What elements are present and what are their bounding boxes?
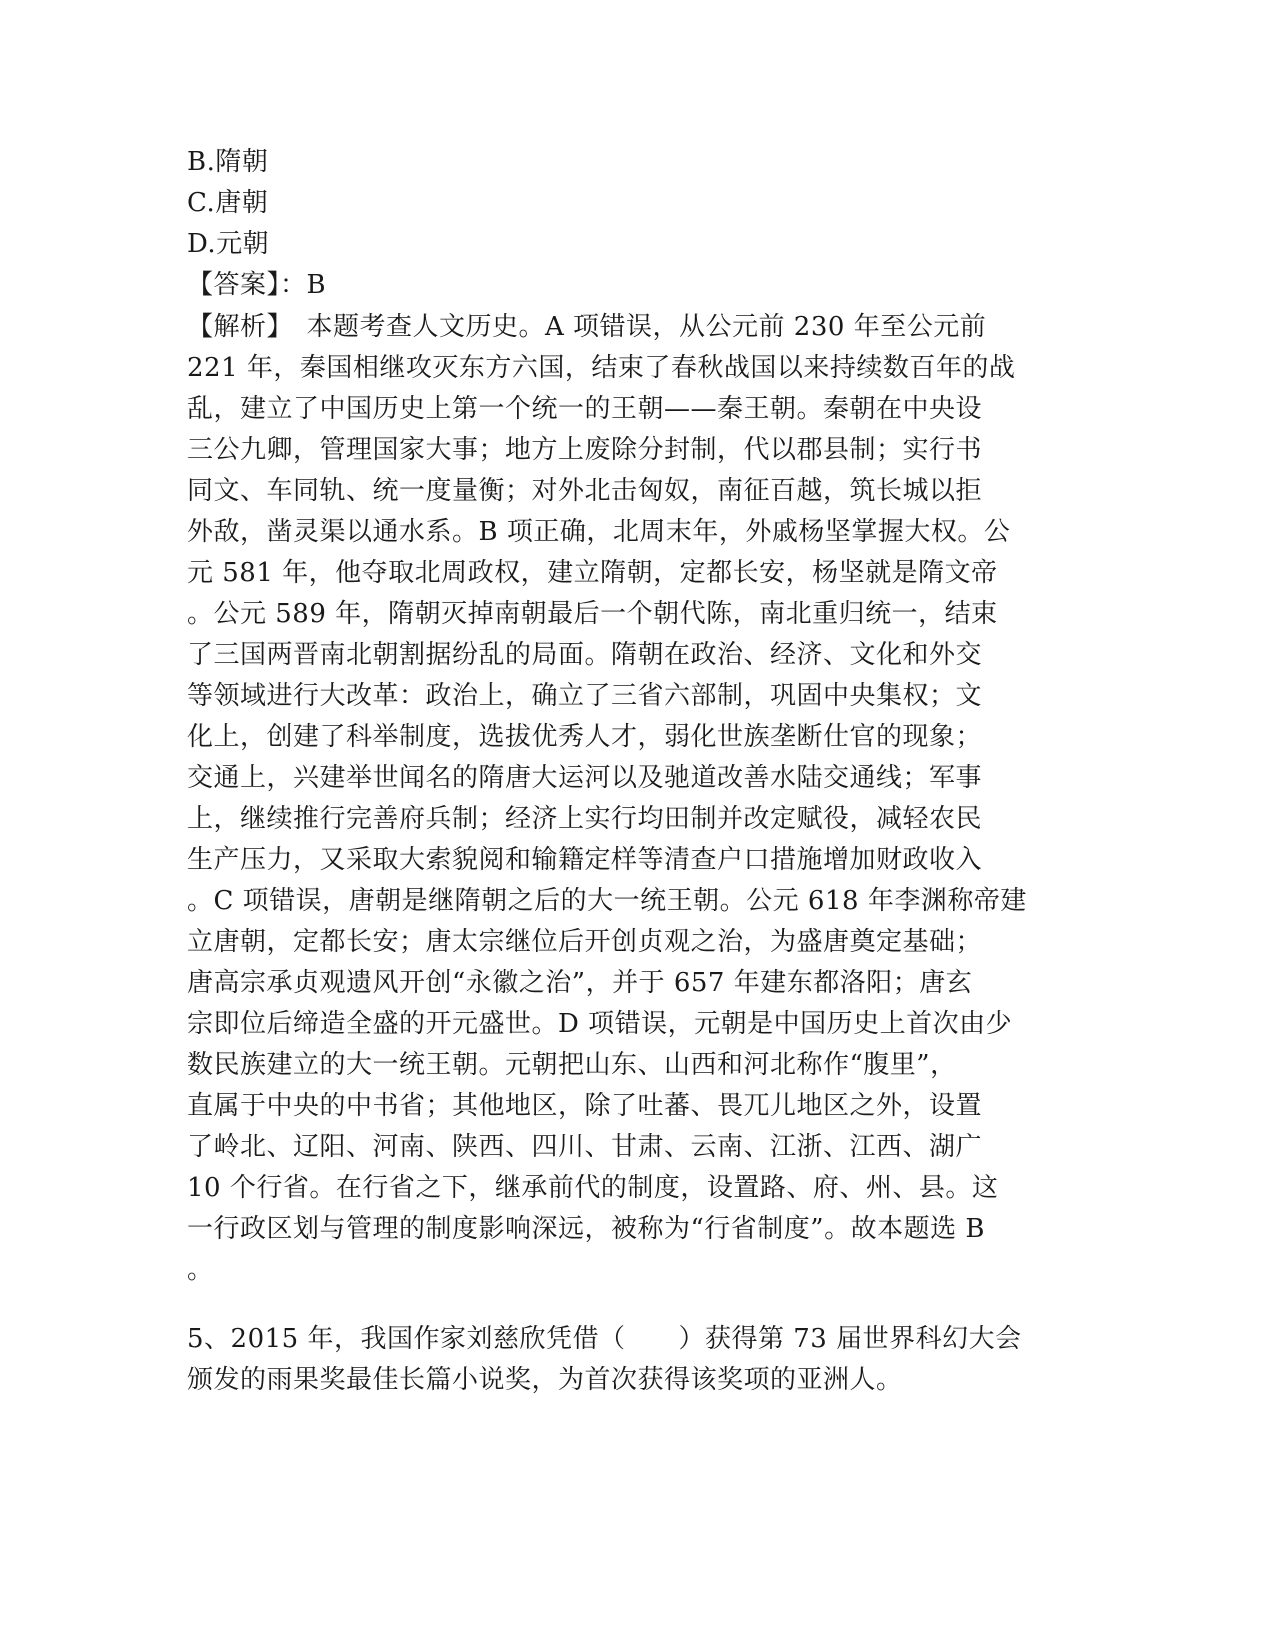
analysis-line: 了三国两晋南北朝割据纷乱的局面。隋朝在政治、经济、文化和外交 — [187, 640, 983, 670]
analysis-line: 化上，创建了科举制度，选拔优秀人才，弱化世族垄断仕官的现象； — [187, 722, 983, 752]
analysis-line: 乱，建立了中国历史上第一个统一的王朝——秦王朝。秦朝在中央设 — [187, 394, 983, 424]
analysis-line: 立唐朝，定都长安；唐太宗继位后开创贞观之治，为盛唐奠定基础； — [187, 927, 983, 957]
option-c: C.唐朝 — [187, 188, 269, 218]
analysis-line: 数民族建立的大一统王朝。元朝把山东、山西和河北称作“腹里”， — [187, 1050, 957, 1080]
analysis-line: 了岭北、辽阳、河南、陕西、四川、甘肃、云南、江浙、江西、湖广 — [187, 1132, 983, 1162]
analysis-line: 直属于中央的中书省；其他地区，除了吐蕃、畏兀儿地区之外，设置 — [187, 1091, 983, 1121]
analysis-line: 。公元 589 年，隋朝灭掉南朝最后一个朝代陈，南北重归统一，结束 — [187, 599, 998, 629]
analysis-line: 同文、车同轨、统一度量衡；对外北击匈奴，南征百越，筑长城以拒 — [187, 476, 983, 506]
answer-line: 【答案】：B — [187, 270, 327, 300]
question-5-line: 5、2015 年，我国作家刘慈欣凭借（ ）获得第 73 届世界科幻大会 — [187, 1324, 1022, 1354]
analysis-line: 一行政区划与管理的制度影响深远，被称为“行省制度”。故本题选 B — [187, 1214, 985, 1244]
option-d: D.元朝 — [187, 229, 270, 259]
analysis-line: 外敌，凿灵渠以通水系。B 项正确，北周末年，外戚杨坚掌握大权。公 — [187, 517, 1011, 547]
analysis-line: 三公九卿，管理国家大事；地方上废除分封制，代以郡县制；实行书 — [187, 435, 983, 465]
option-b: B.隋朝 — [187, 147, 269, 177]
analysis-line: 等领域进行大改革：政治上，确立了三省六部制，巩固中央集权；文 — [187, 681, 983, 711]
analysis-line: 交通上，兴建举世闻名的隋唐大运河以及驰道改善水陆交通线；军事 — [187, 763, 983, 793]
question-5-line: 颁发的雨果奖最佳长篇小说奖，为首次获得该奖项的亚洲人。 — [187, 1365, 903, 1395]
analysis-line: 。 — [187, 1255, 214, 1285]
analysis-line: 【解析】 本题考查人文历史。A 项错误，从公元前 230 年至公元前 — [187, 312, 987, 342]
analysis-line: 唐高宗承贞观遗风开创“永徽之治”，并于 657 年建东都洛阳；唐玄 — [187, 968, 973, 998]
analysis-line: 宗即位后缔造全盛的开元盛世。D 项错误，元朝是中国历史上首次由少 — [187, 1009, 1013, 1039]
analysis-line: 221 年，秦国相继攻灭东方六国，结束了春秋战国以来持续数百年的战 — [187, 353, 1016, 383]
analysis-line: 10 个行省。在行省之下，继承前代的制度，设置路、府、州、县。这 — [187, 1173, 999, 1203]
analysis-line: 。C 项错误，唐朝是继隋朝之后的大一统王朝。公元 618 年李渊称帝建 — [187, 886, 1027, 916]
analysis-line: 元 581 年，他夺取北周政权，建立隋朝，定都长安，杨坚就是隋文帝 — [187, 558, 998, 588]
analysis-line: 上，继续推行完善府兵制；经济上实行均田制并改定赋役，减轻农民 — [187, 804, 983, 834]
analysis-line: 生产压力，又采取大索貌阅和输籍定样等清查户口措施增加财政收入 — [187, 845, 983, 875]
